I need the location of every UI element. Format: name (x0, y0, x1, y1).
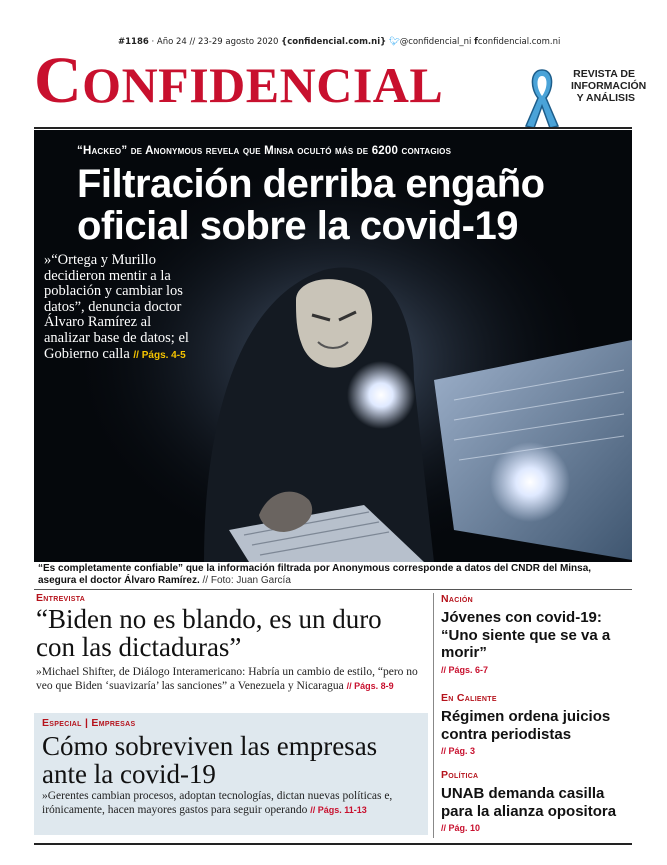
special-dek-text: »Gerentes cambian procesos, adoptan tecnologías, dictan nuevas políticas e, irónicamente, hacen mayores gastos para seguir operando (42, 790, 393, 816)
lead-kicker: “Hackeo” de Anonymous revela que Minsa ocultó más de 6200 contagios (77, 145, 452, 157)
site-brace-left: { (281, 37, 288, 47)
lead-headline[interactable]: Filtración derriba engaño oficial sobre la covid-19 (77, 162, 545, 248)
photo-caption (38, 563, 632, 586)
twitter-icon: 🐦︎ (388, 37, 400, 47)
special-headline[interactable]: Cómo sobreviven las empresas ante la covid-19 (42, 731, 378, 789)
section-label-politica: Política (441, 769, 479, 781)
sidebar-page-ref[interactable]: // Pág. 10 (441, 823, 481, 833)
special-dek (42, 790, 422, 817)
lead-dek (44, 253, 200, 363)
caption-text: “Es completamente confiable” que la información filtrada por Anonymous corresponde a datos del CNDR del Minsa, asegura el doctor Álvaro Ramírez. (38, 563, 592, 586)
interview-page-ref[interactable]: // Págs. 8-9 (346, 681, 394, 691)
sidebar-headline[interactable]: Régimen ordena juicios contra periodistas (441, 708, 611, 743)
footer-rule (34, 843, 632, 845)
site-brace-right: } (380, 37, 387, 47)
section-label-en-caliente: En Caliente (441, 692, 497, 704)
facebook-icon: f (474, 37, 478, 47)
sidebar-headline[interactable]: UNAB demanda casilla para la alianza opositora (441, 785, 617, 820)
lead-photo[interactable] (34, 130, 632, 562)
masthead-tagline: REVISTA DE INFORMACIÓN Y ANÁLISIS (571, 68, 647, 104)
issue-dates: 23-29 agosto 2020 (197, 37, 279, 47)
masthead (34, 44, 647, 130)
sidebar-story-politica (441, 769, 631, 833)
website-link[interactable]: confidencial.com.ni (287, 37, 381, 47)
facebook-handle[interactable]: confidencial.com.ni (477, 37, 561, 47)
section-label-entrevista: Entrevista (36, 592, 86, 604)
ribbon-icon (522, 66, 562, 130)
column-divider (433, 593, 434, 838)
section-rule (34, 589, 632, 590)
interview-dek-text: »Michael Shifter, de Diálogo Interamericano: Habría un cambio de estilo, “pero no veo que Biden ‘suavizaría’ las sanciones” a Venezuela y Nicaragua (36, 666, 418, 692)
issue-meta-line (118, 37, 561, 47)
section-label-nacion: Nación (441, 593, 473, 605)
interview-headline[interactable]: “Biden no es blando, es un duro con las dictaduras” (36, 604, 382, 662)
sidebar-story-nacion (441, 593, 631, 675)
special-page-ref[interactable]: // Págs. 11-13 (310, 804, 367, 815)
section-label-especial: Especial | Empresas (42, 717, 136, 729)
sidebar-page-ref[interactable]: // Págs. 6-7 (441, 664, 489, 675)
masthead-rule (34, 127, 632, 129)
issue-year: · Año 24 // (151, 37, 196, 47)
lead-dek-text: »“Ortega y Murillo decidieron mentir a la población y cambiar los datos”, denuncia doctor Álvaro Ramírez al analizar base de datos; el Gobierno calla (44, 252, 189, 362)
lead-page-ref[interactable]: // Págs. 4-5 (133, 349, 186, 361)
logo-initial: C (34, 44, 83, 117)
logo-rest: ONFIDENCIAL (82, 57, 444, 113)
twitter-handle[interactable]: @confidencial_ni (399, 37, 472, 47)
sidebar-headline[interactable]: Jóvenes con covid-19: “Uno siente que se va a morir” (441, 609, 611, 661)
sidebar-story-en-caliente (441, 692, 631, 756)
logo[interactable] (34, 44, 444, 117)
sidebar-page-ref[interactable]: // Pág. 3 (441, 746, 476, 756)
interview-dek (36, 665, 426, 693)
issue-number: #1186 (118, 37, 149, 47)
special-report-box (34, 713, 428, 835)
photo-credit: // Foto: Juan García (202, 574, 291, 586)
